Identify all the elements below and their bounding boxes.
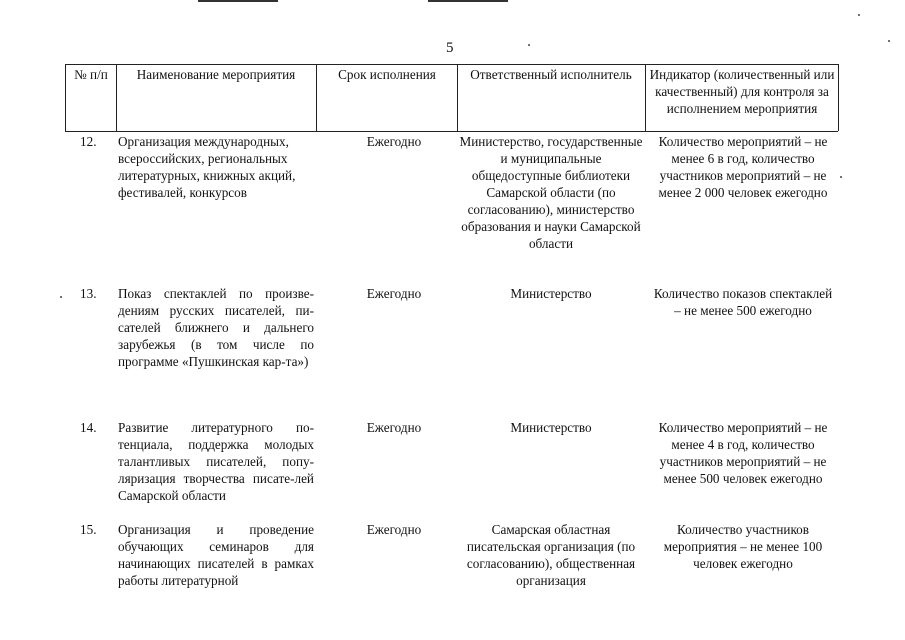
row-num: 14. [80, 420, 97, 435]
header-divider [65, 64, 66, 131]
row-term: Ежегодно [366, 286, 422, 301]
row-term: Ежегодно [366, 522, 422, 537]
scan-mark-top-left [198, 0, 278, 2]
row-name: Организация и проведение обучающих семинаров для начинающих писателей в рамках работы литературной [118, 522, 314, 588]
scan-speck [60, 296, 62, 298]
header-divider [838, 64, 839, 131]
row-executor: Министерство [510, 286, 592, 301]
scan-speck [888, 40, 890, 42]
header-divider [316, 64, 317, 131]
header-num: № п/п [74, 67, 108, 82]
header-indicator: Индикатор (количественный или качественный) для контроля за исполнением мероприятия [649, 67, 835, 116]
row-indicator: Количество мероприятий – не менее 6 в год, количество участников мероприятий – не менее 2 000 человек ежегодно [658, 134, 828, 200]
row-name: Развитие литературного по-тенциала, поддержка молодых талантливых писателей, попу-ляризация творчества писате-лей Самарской области [118, 420, 314, 503]
header-divider [457, 64, 458, 131]
header-divider [645, 64, 646, 131]
row-executor: Министерство, государственные и муниципальные общедоступные библиотеки Самарской области (по согласованию), министерство образования и науки Самарской области [459, 134, 643, 251]
row-indicator: Количество показов спектаклей – не менее 500 ежегодно [653, 286, 833, 318]
page-number: 5 [446, 40, 454, 56]
row-term: Ежегодно [366, 420, 422, 435]
row-num: 15. [80, 522, 97, 537]
header-term: Срок исполнения [338, 67, 436, 82]
row-indicator: Количество мероприятий – не менее 4 в год, количество участников мероприятий – не менее 500 человек ежегодно [658, 420, 828, 486]
row-name: Показ спектаклей по произве-дениям русских писателей, пи-сателей ближнего и дальнего зарубежья (в том числе по программе «Пушкинская кар-та») [118, 286, 314, 369]
row-num: 13. [80, 286, 97, 301]
row-name: Организация международных, всероссийских, региональных литературных, книжных акций, фестивалей, конкурсов [118, 134, 296, 200]
row-executor: Самарская областная писательская организация (по согласованию), общественная организация [466, 522, 636, 588]
row-indicator: Количество участников мероприятия – не менее 100 человек ежегодно [663, 522, 823, 571]
scan-speck [840, 176, 842, 178]
header-executor: Ответственный исполнитель [470, 67, 632, 82]
row-num: 12. [80, 134, 97, 149]
scan-speck [528, 44, 530, 46]
scan-mark-top-right [428, 0, 508, 2]
row-term: Ежегодно [366, 134, 422, 149]
row-executor: Министерство [510, 420, 592, 435]
scan-speck [858, 14, 860, 16]
header-name: Наименование мероприятия [136, 67, 296, 82]
header-divider [116, 64, 117, 131]
